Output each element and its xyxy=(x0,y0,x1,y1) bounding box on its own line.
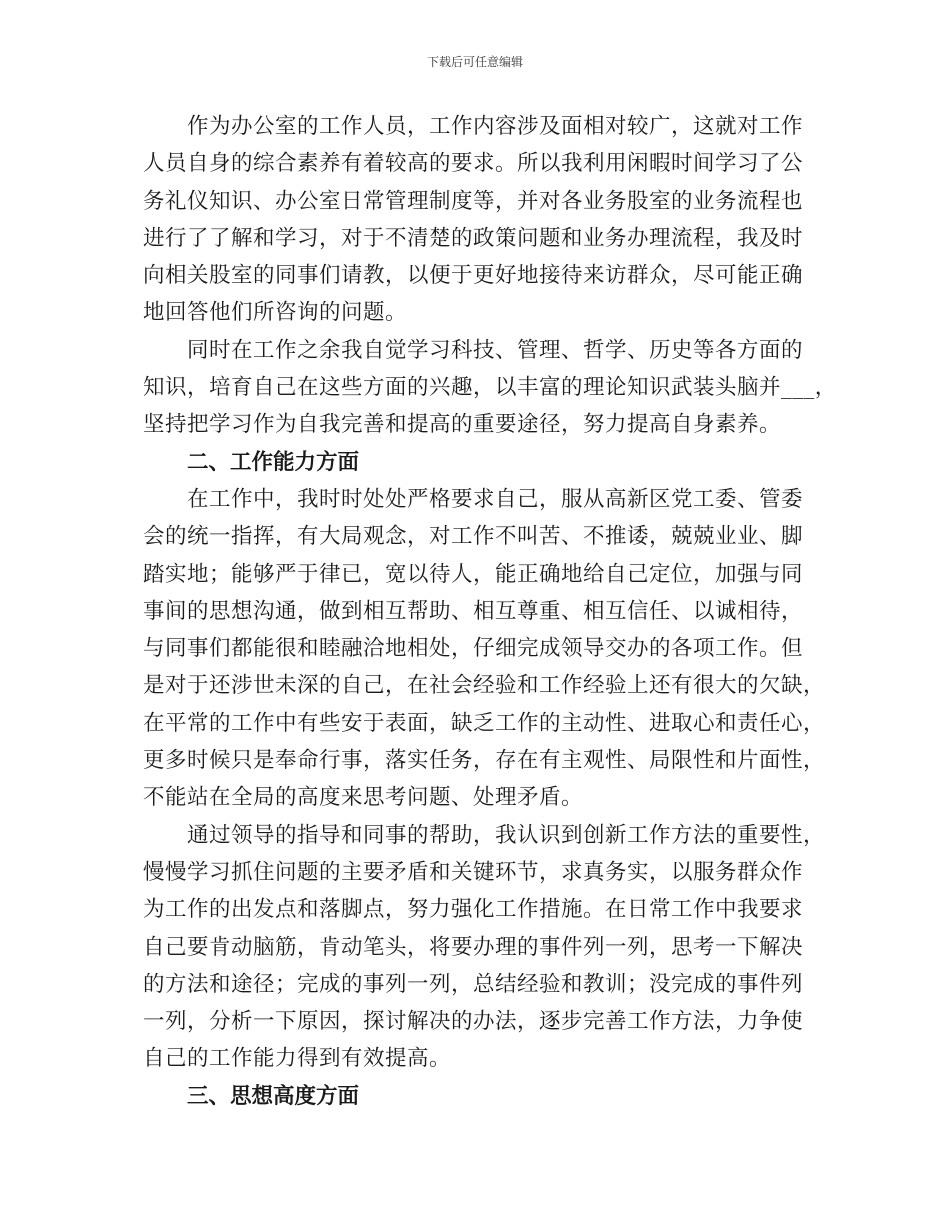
paragraph-line: 地回答他们所咨询的问题。 xyxy=(143,300,408,326)
section-heading-3: 三、思想高度方面 xyxy=(187,1083,360,1109)
paragraph-1 xyxy=(143,108,813,332)
paragraph-line: 的方法和途径；完成的事列一列，总结经验和教训；没完成的事件列 xyxy=(143,971,804,997)
paragraph-4 xyxy=(143,817,826,1078)
paragraph-line: 更多时候只是奉命行事，落实任务，存在有主观性、局限性和片面性， xyxy=(143,748,826,774)
paragraph-2 xyxy=(143,332,837,444)
paragraph-line: 一列，分析一下原因，探讨解决的办法，逐步完善工作方法，力争使 xyxy=(143,1009,804,1035)
paragraph-line: 同时在工作之余我自觉学习科技、管理、哲学、历史等各方面的 xyxy=(187,337,804,363)
paragraph-line: 坚持把学习作为自我完善和提高的重要途径，努力提高自身素养。 xyxy=(143,412,782,438)
paragraph-line: 人员自身的综合素养有着较高的要求。所以我利用闲暇时间学习了公 xyxy=(143,151,804,177)
section-heading-2: 二、工作能力方面 xyxy=(187,449,360,475)
document-body xyxy=(143,108,837,1115)
paragraph-line: 进行了了解和学习，对于不清楚的政策问题和业务办理流程，我及时 xyxy=(143,225,804,251)
paragraph-line: 作为办公室的工作人员，工作内容涉及面相对较广，这就对工作 xyxy=(187,114,804,139)
paragraph-line: 通过领导的指导和同事的帮助，我认识到创新工作方法的重要性， xyxy=(187,822,826,848)
paragraph-line: 是对于还涉世未深的自己，在社会经验和工作经验上还有很大的欠缺， xyxy=(143,673,826,699)
paragraph-line: 自己的工作能力得到有效提高。 xyxy=(143,1046,452,1072)
paragraph-line: 慢慢学习抓住问题的主要矛盾和关键环节，求真务实，以服务群众作 xyxy=(143,859,804,885)
paragraph-line: 知识，培育自己在这些方面的兴趣，以丰富的理论知识武装头脑并___， xyxy=(143,375,837,401)
paragraph-line: 踏实地；能够严于律已，宽以待人，能正确地给自己定位，加强与同 xyxy=(143,561,804,587)
paragraph-3 xyxy=(143,481,826,817)
paragraph-line: 与同事们都能很和睦融洽地相处，仔细完成领导交办的各项工作。但 xyxy=(143,636,804,662)
paragraph-line: 为工作的出发点和落脚点，努力强化工作措施。在日常工作中我要求 xyxy=(143,897,804,923)
paragraph-line: 在平常的工作中有些安于表面，缺乏工作的主动性、进取心和责任心， xyxy=(143,710,826,736)
paragraph-line: 会的统一指挥，有大局观念，对工作不叫苦、不推诿，兢兢业业、脚 xyxy=(143,524,804,550)
paragraph-line: 事间的思想沟通，做到相互帮助、相互尊重、相互信任、以诚相待， xyxy=(143,598,804,624)
paragraph-line: 在工作中，我时时处处严格要求自己，服从高新区党工委、管委 xyxy=(187,486,804,512)
page-header: 下载后可任意编辑 xyxy=(426,55,523,69)
paragraph-line: 务礼仪知识、办公室日常管理制度等，并对各业务股室的业务流程也 xyxy=(143,188,804,214)
paragraph-line: 不能站在全局的高度来思考问题、处理矛盾。 xyxy=(143,785,584,811)
paragraph-line: 向相关股室的同事们请教，以便于更好地接待来访群众，尽可能正确 xyxy=(143,263,804,289)
paragraph-line: 自己要肯动脑筋，肯动笔头，将要办理的事件列一列，思考一下解决 xyxy=(143,934,804,960)
